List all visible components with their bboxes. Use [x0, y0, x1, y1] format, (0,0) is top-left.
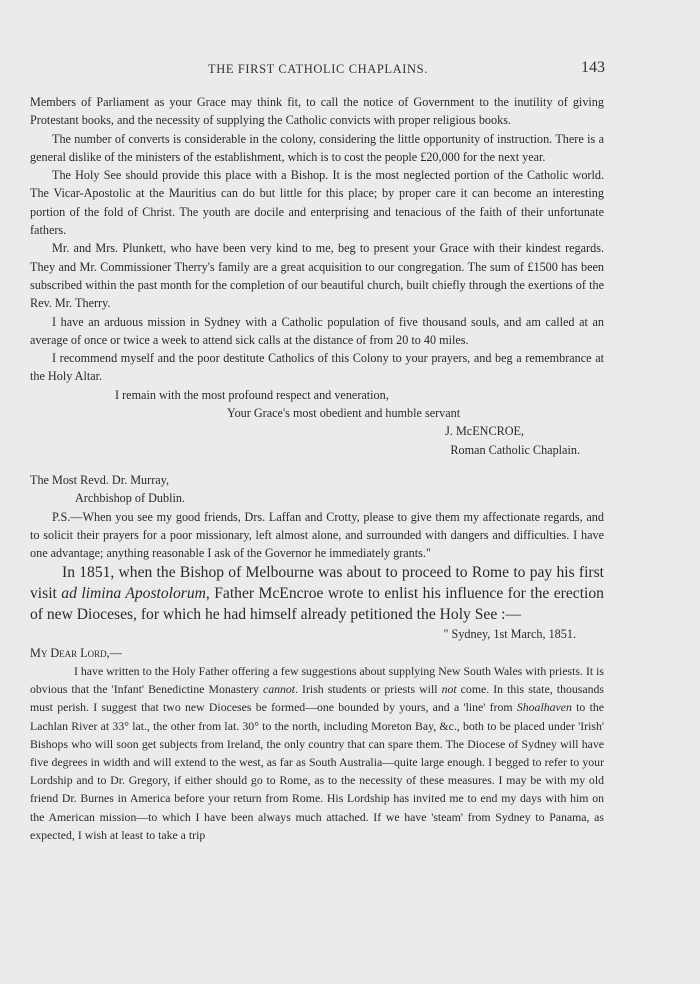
signature-closing: I remain with the most profound respect and veneration, [115, 387, 389, 402]
narrative-italic: ad limina Apostolorum [61, 585, 206, 603]
letter-italic: Shoalhaven [516, 700, 572, 715]
paragraph: The number of converts is considerable in the colony, considering the little opportunity of instruction. There is a general dislike of the ministers of the establishment, which is to cost the people £20,000 for the next year. [30, 131, 604, 164]
signature-name: J. McENCROE, [445, 424, 524, 439]
page-header [28, 59, 605, 80]
paragraph: I have an arduous mission in Sydney with a Catholic population of five thousand souls, and am called at an average of once or twice a week to attend sick calls at the distance of from 20 to 40 miles. [30, 314, 604, 347]
letter-dateline: " Sydney, 1st March, 1851. [443, 627, 576, 642]
letter-paragraph [30, 662, 604, 844]
letter-salutation: My Dear Lord,— [30, 645, 122, 660]
running-title: THE FIRST CATHOLIC CHAPLAINS. [208, 62, 428, 76]
postscript: P.S.—When you see my good friends, Drs. Laffan and Crotty, please to give them my affectionate regards, and to solicit their prayers for a poor missionary, left almost alone, and surrounded with dangers and difficulties. I have one advantage; anything reasonable I ask of the Governor he immediately grants." [30, 509, 604, 561]
letter-text: . Irish students or priests will [295, 682, 442, 697]
paragraph: The Holy See should provide this place with a Bishop. It is the most neglected portion of the Catholic world. The Vicar-Apostolic at the Mauritius can do but little for this place; by proper care it can become an interesting portion of the fold of Christ. The youth are docile and enterprising and tenacious of the faith of their unfortunate fathers. [30, 168, 604, 238]
letter-italic: not [441, 682, 457, 697]
narrative-text: , Father McEncroe wrote to enlist his influence for the erection of new Dioceses, for which he had himself already petitioned the Holy See :— [30, 585, 604, 624]
addressee-name: The Most Revd. Dr. Murray, [30, 472, 170, 487]
letter-text: to the Lachlan River at 33° lat., the other from lat. 30° to the north, including Moreton Bay, &c., both to be placed under 'Irish' Bishops who will soon get subjects from Ireland, the only country that can spare them. The Diocese of Sydney will have five degrees in width and will extend to the west, as far as South Australia—quite large enough. I begged to refer to your Lordship and to Dr. Gregory, if either should go to Rome, as to the necessity of these measures. I may be with my old friend Dr. Burnes in America before your return from Rome. His Lordship has invited me to end my days with him on the American mission—to which I have been always much attached. If we have 'steam' from Sydney to Panama, as expected, I wish at least to take a trip [30, 700, 604, 842]
paragraph: I recommend myself and the poor destitute Catholics of this Colony to your prayers, and beg a remembrance at the Holy Altar. [30, 351, 604, 384]
addressee-block [30, 471, 604, 508]
letter-text: come. In this state, thousands must perish. I suggest that two new Dioceses be formed—one bounded by yours, and a 'line' from [30, 682, 604, 715]
letter-italic: cannot [262, 682, 296, 697]
page-body [30, 93, 604, 844]
addressee-title: Archbishop of Dublin. [75, 491, 186, 506]
narrative-paragraph [30, 562, 604, 625]
signature-title: Roman Catholic Chaplain. [450, 442, 580, 457]
letter-text: I have written to the Holy Father offering a few suggestions about supplying New South Wales with priests. It is obvious that the 'Infant' Benedictine Monastery [30, 664, 604, 697]
narrative-text: In 1851, when the Bishop of Melbourne was about to proceed to Rome to pay his first visit [30, 564, 604, 603]
page-number: 143 [581, 59, 605, 76]
signature-block [30, 386, 604, 459]
paragraph: Members of Parliament as your Grace may think fit, to call the notice of Government to the inutility of giving Protestant books, and the necessity of supplying the Catholic convicts with proper religious books. [30, 95, 604, 128]
paragraph: Mr. and Mrs. Plunkett, who have been very kind to me, beg to present your Grace with their kindest regards. They and Mr. Commissioner Therry's family are a great acquisition to our congregation. The sum of £1500 has been subscribed within the past month for the completion of our beautiful church, built chiefly through the exertions of the Rev. Mr. Therry. [30, 241, 604, 311]
signature-servant: Your Grace's most obedient and humble servant [227, 406, 461, 421]
